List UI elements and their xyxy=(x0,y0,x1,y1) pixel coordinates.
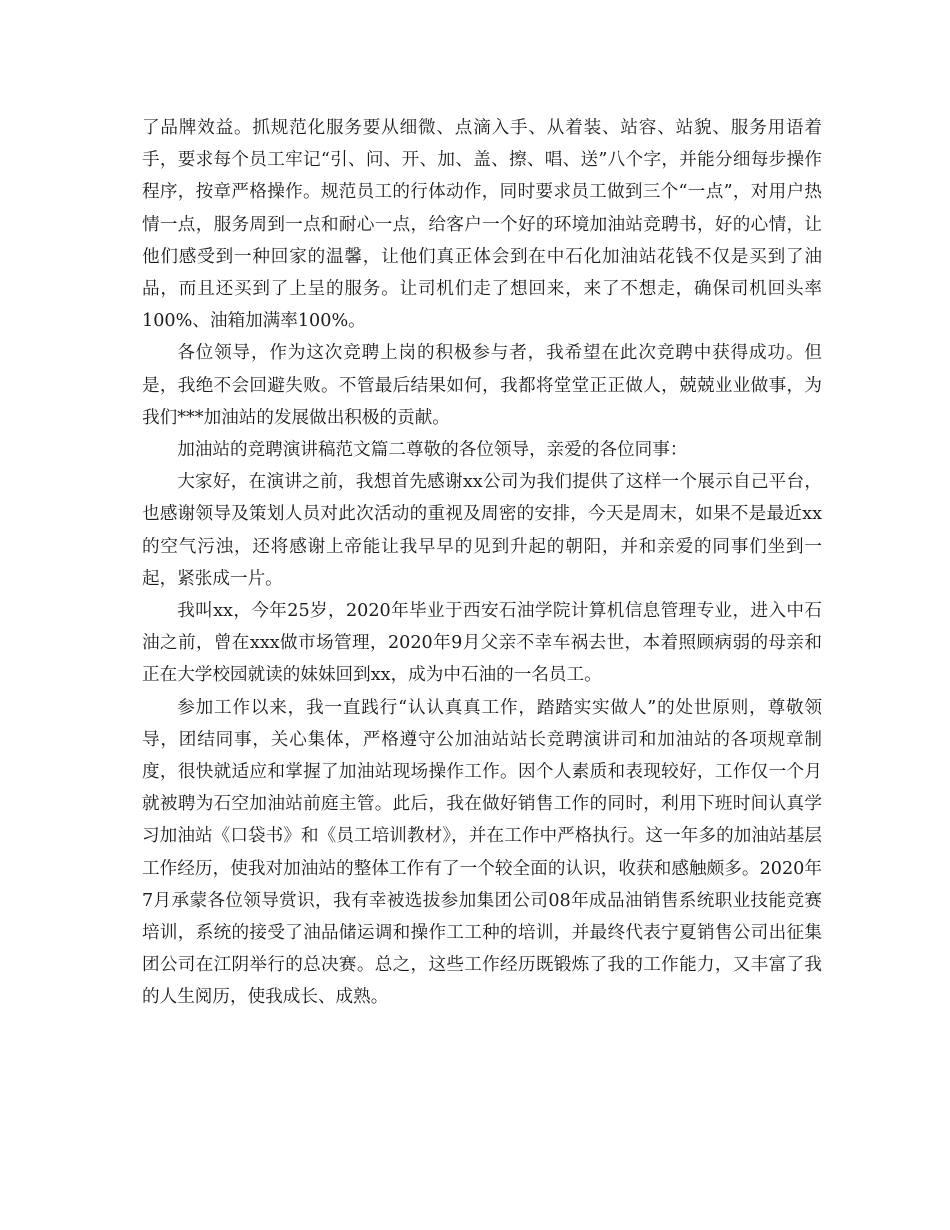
paragraph-continuation: 了品牌效益。抓规范化服务要从细微、点滴入手、从着装、站容、站貌、服务用语着手，要求每个员工牢记“引、问、开、加、盖、擦、唱、送”八个字，并能分细每步操作程序，按章严格操作。规范员工的行体动作，同时要求员工做到三个“一点”，对用户热情一点，服务周到一点和耐心一点，给客户一个好的环境加油站竞聘书，好的心情，让他们感受到一种回家的温馨，让他们真正体会到在中石化加油站花钱不仅是买到了油品，而且还买到了上呈的服务。让司机们走了想回来，来了不想走，确保司机回头率100%、油箱加满率100%。 xyxy=(142,118,822,332)
paragraph-speech-heading: 加油站的竞聘演讲稿范文篇二尊敬的各位领导，亲爱的各位同事： xyxy=(177,440,688,461)
paragraph-commitment: 各位领导，作为这次竞聘上岗的积极参与者，我希望在此次竞聘中获得成功。但是，我绝不会回避失败。不管最后结果如何，我都将堂堂正正做人，兢兢业业做事，为我们***加油站的发展做出积极的贡献。 xyxy=(142,343,822,428)
paragraph-greeting: 大家好，在演讲之前，我想首先感谢xx公司为我们提供了这样一个展示自己平台，也感谢领导及策划人员对此次活动的重视及周密的安排，今天是周末，如果不是最近xx的空气污浊，还将感谢上帝能让我早早的见到升起的朝阳，并和亲爱的同事们坐到一起，紧张成一片。 xyxy=(142,472,822,589)
paragraph-self-introduction: 我叫xx，今年25岁，2020年毕业于西安石油学院计算机信息管理专业，进入中石油之前，曾在xxx做市场管理，2020年9月父亲不幸车祸去世，本着照顾病弱的母亲和正在大学校园就读的妹妹回到xx，成为中石油的一名员工。 xyxy=(142,601,822,686)
document-body xyxy=(142,112,822,1014)
paragraph-work-experience: 参加工作以来，我一直践行“认认真真工作，踏踏实实做人”的处世原则，尊敬领导，团结同事，关心集体，严格遵守公加油站站长竞聘演讲司和加油站的各项规章制度，很快就适应和掌握了加油站现场操作工作。因个人素质和表现较好，工作仅一个月就被聘为石空加油站前庭主管。此后，我在做好销售工作的同时，利用下班时间认真学习加油站《口袋书》和《员工培训教材》，并在工作中严格执行。这一年多的加油站基层工作经历，使我对加油站的整体工作有了一个较全面的认识，收获和感触颇多。2020年7月承蒙各位领导赏识，我有幸被选拔参加集团公司08年成品油销售系统职业技能竞赛培训，系统的接受了油品储运调和操作工工种的培训，并最终代表宁夏销售公司出征集团公司在江阴举行的总决赛。总之，这些工作经历既锻炼了我的工作能力，又丰富了我的人生阅历，使我成长、成熟。 xyxy=(142,697,822,1008)
